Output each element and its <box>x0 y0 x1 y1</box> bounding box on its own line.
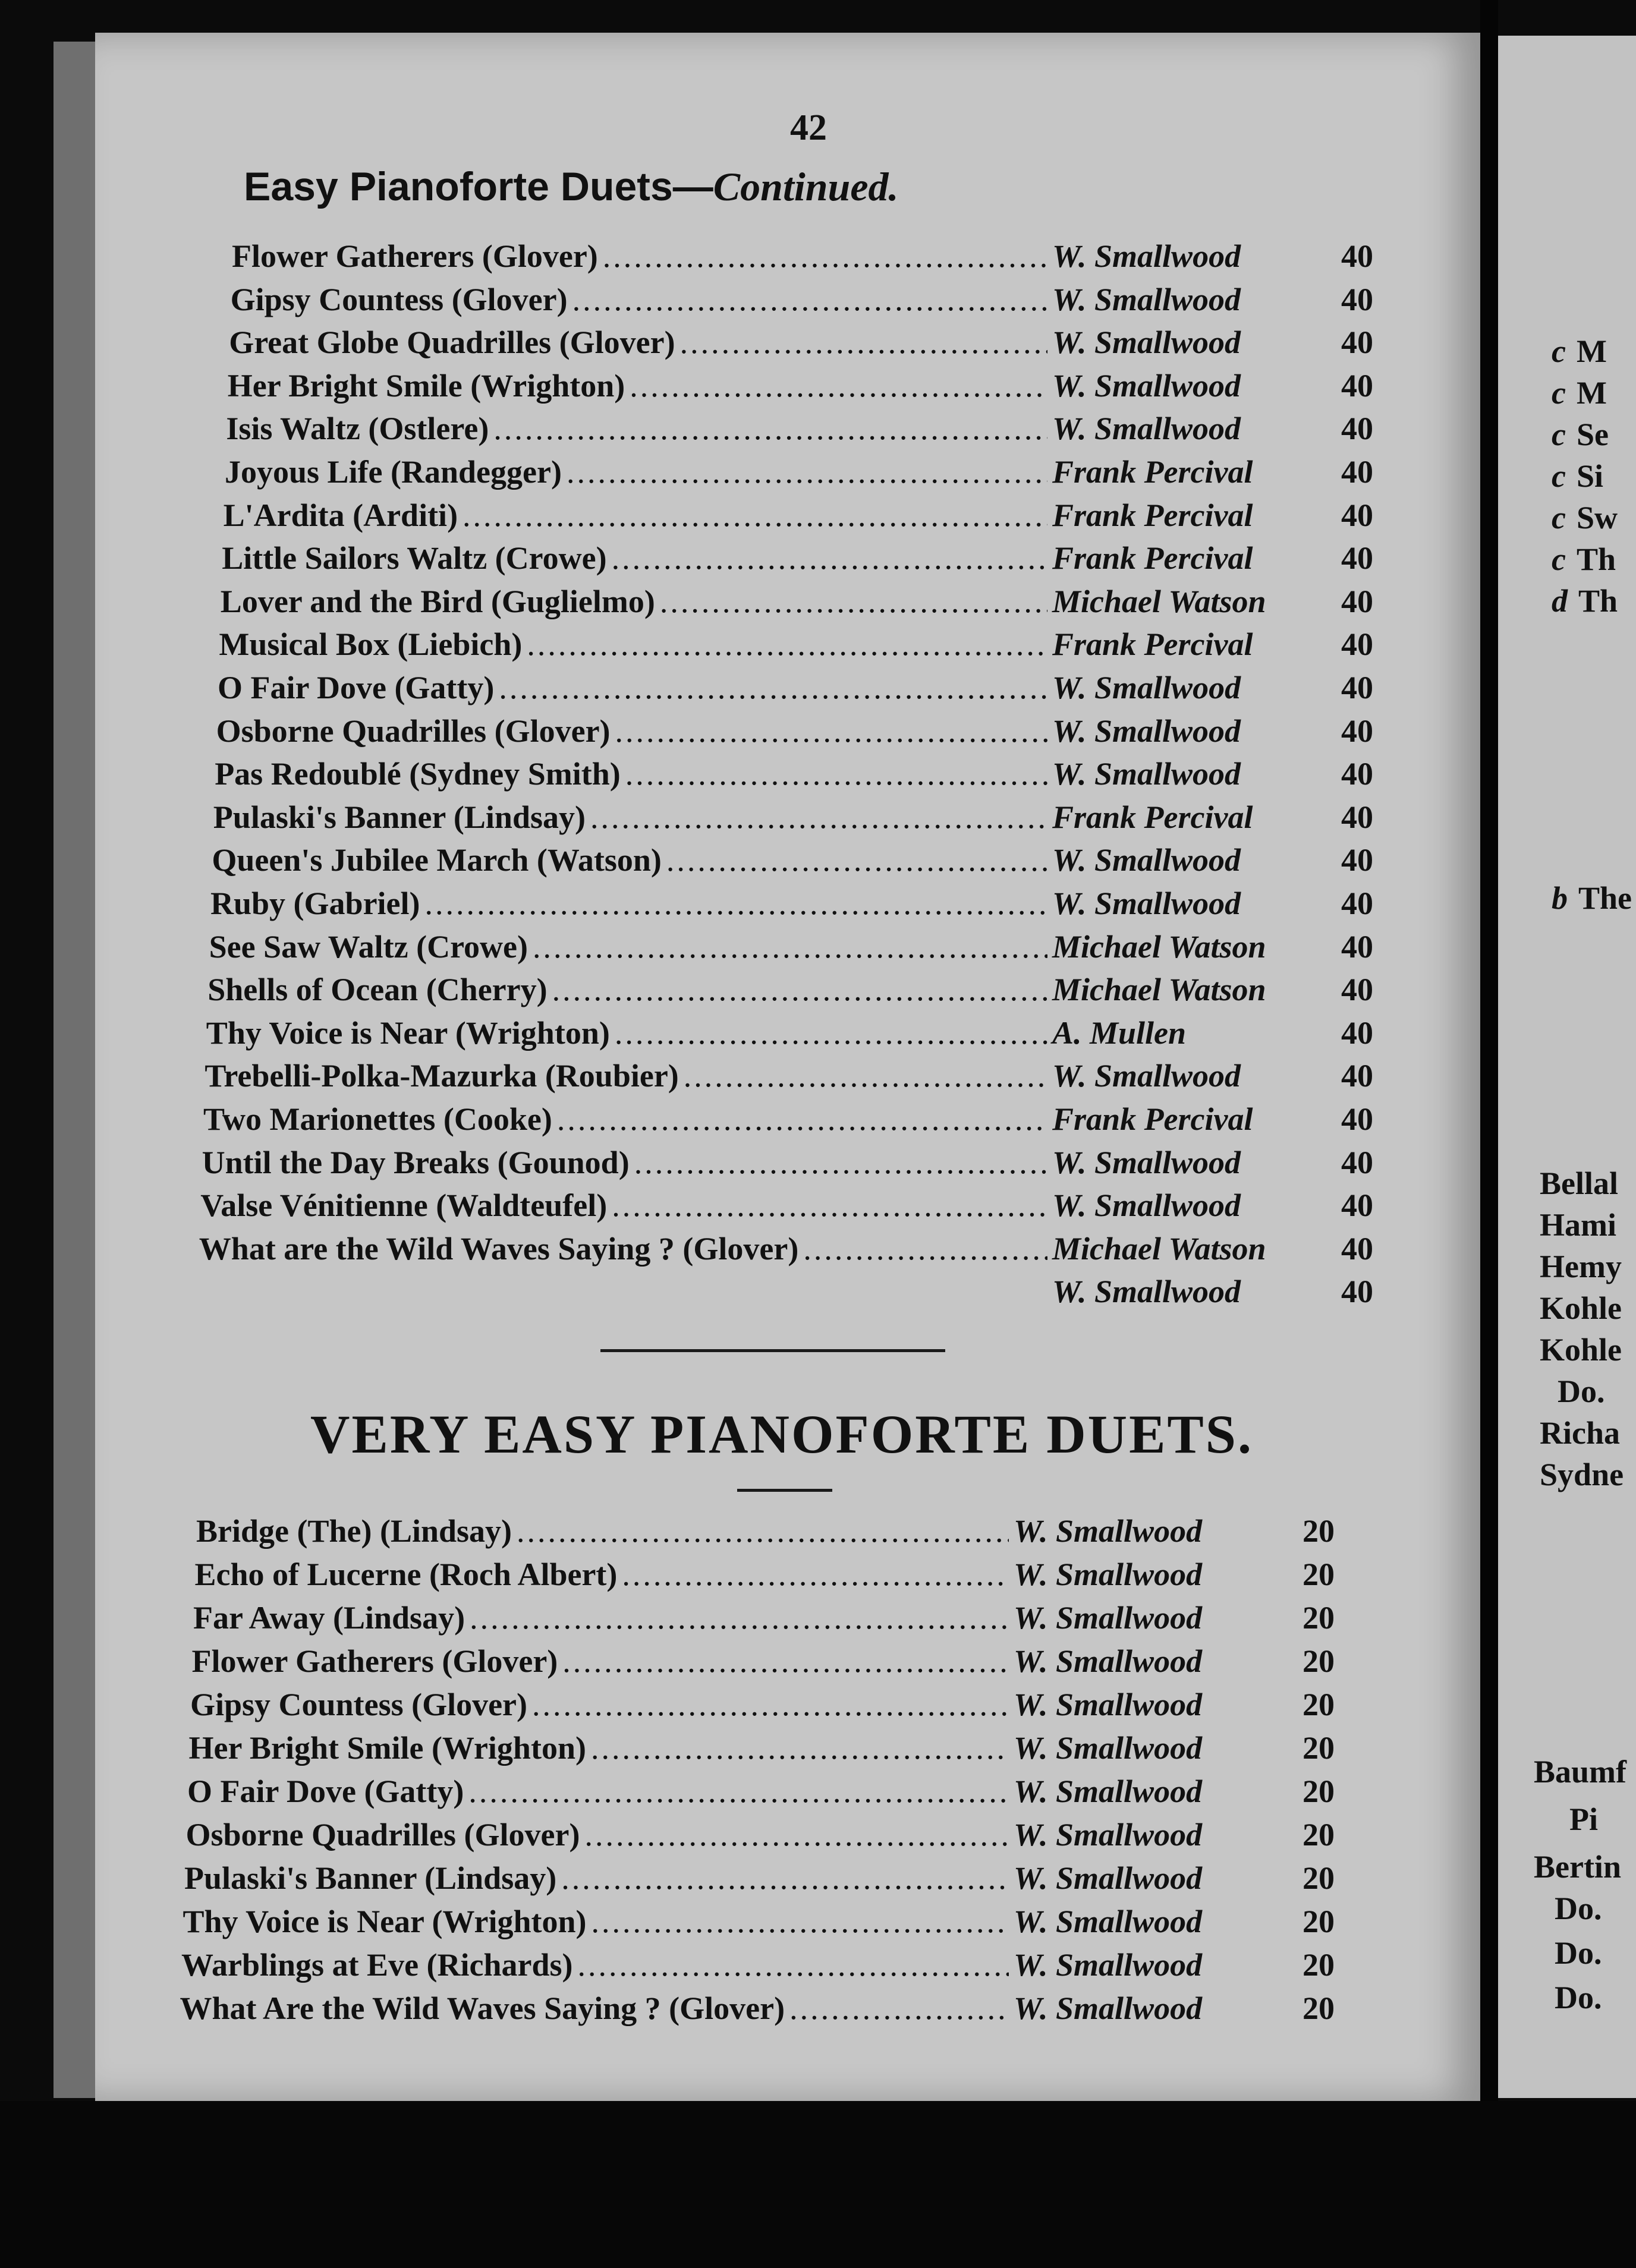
entry-price: 40 <box>1341 756 1373 792</box>
entry-arranger: Frank Percival <box>1052 497 1253 533</box>
entry-title: Pulaski's Banner (Lindsay) <box>184 1860 557 1896</box>
section-title-very-easy-duets: VERY EASY PIANOFORTE DUETS. <box>310 1404 1253 1464</box>
dot-leader <box>562 1643 1009 1680</box>
facing-page-fragment <box>1555 1935 1602 1971</box>
entry-title: Thy Voice is Near (Wrighton) <box>206 1015 610 1051</box>
entry-price: 40 <box>1341 1015 1373 1051</box>
facing-page-fragment <box>1552 416 1609 453</box>
dot-leader <box>493 410 1047 447</box>
catalog-entry <box>225 453 1373 495</box>
entry-title: Valse Vénitienne (Waldteufel) <box>200 1187 608 1224</box>
fragment-text: The <box>1578 880 1632 916</box>
entry-arranger: A. Mullen <box>1052 1015 1187 1051</box>
catalog-entry <box>181 1946 1335 1988</box>
dot-leader <box>803 1230 1047 1267</box>
entry-price: 20 <box>1302 1730 1335 1766</box>
entry-arranger: W. Smallwood <box>1052 1144 1241 1180</box>
catalog-entry <box>210 885 1373 927</box>
book-left-edge <box>54 42 95 2098</box>
entry-title: What are the Wild Waves Saying ? (Glover) <box>199 1230 799 1267</box>
entry-price: 40 <box>1341 454 1373 490</box>
entry-price: 20 <box>1302 1774 1335 1809</box>
entry-price: 40 <box>1341 367 1373 404</box>
catalog-entry <box>204 1057 1373 1099</box>
entry-arranger: W. Smallwood <box>1052 886 1241 921</box>
fragment-text: Sw <box>1576 500 1618 536</box>
fragment-text: Hami <box>1540 1207 1616 1243</box>
dot-leader <box>625 755 1047 792</box>
fragment-text: M <box>1576 333 1607 369</box>
catalog-entry <box>231 281 1373 323</box>
section-title-easy-duets <box>244 163 899 210</box>
entry-title: Flower Gatherers (Glover) <box>232 238 598 274</box>
entry-arranger: Frank Percival <box>1052 1101 1253 1137</box>
facing-page-fragment <box>1552 582 1618 619</box>
dot-leader <box>684 1057 1047 1094</box>
dot-leader <box>603 238 1047 275</box>
entry-arranger: W. Smallwood <box>1014 1557 1203 1592</box>
catalog-entry <box>229 324 1373 366</box>
entry-price: 40 <box>1341 281 1373 317</box>
facing-page-fragment <box>1555 1979 1602 2016</box>
fragment-text: Th <box>1576 541 1616 577</box>
entry-title: Gipsy Countess (Glover) <box>190 1687 527 1722</box>
catalog-entry <box>197 1273 1373 1315</box>
entry-price: 40 <box>1341 238 1373 274</box>
catalog-entry <box>196 1513 1335 1554</box>
section-divider <box>600 1349 945 1352</box>
entry-price: 20 <box>1302 1904 1335 1939</box>
entry-price: 40 <box>1341 583 1373 619</box>
dot-leader <box>615 1015 1047 1051</box>
entry-title: Little Sailors Waltz (Crowe) <box>222 540 607 577</box>
fragment-mark: c <box>1552 500 1566 536</box>
fragment-text: Bellal <box>1540 1166 1618 1201</box>
entry-title: Ruby (Gabriel) <box>210 886 420 921</box>
entry-arranger: W. Smallwood <box>1014 1643 1203 1679</box>
dot-leader <box>470 1599 1009 1636</box>
catalog-entry <box>186 1816 1335 1858</box>
entry-arranger: W. Smallwood <box>1052 367 1241 404</box>
entry-price: 40 <box>1341 497 1373 533</box>
dot-leader <box>630 367 1047 404</box>
entry-title: O Fair Dove (Gatty) <box>218 670 495 705</box>
dot-leader <box>590 799 1047 836</box>
entry-title: See Saw Waltz (Crowe) <box>209 928 528 965</box>
entry-arranger: Michael Watson <box>1052 583 1266 619</box>
entry-arranger: W. Smallwood <box>1014 1947 1203 1983</box>
dot-leader <box>666 842 1047 878</box>
fragment-text: Bertin <box>1534 1849 1621 1885</box>
entry-price: 40 <box>1341 972 1373 1008</box>
fragment-mark: b <box>1552 880 1568 916</box>
entry-title: Echo of Lucerne (Roch Albert) <box>194 1557 618 1592</box>
catalog-entry <box>212 842 1373 883</box>
entry-arranger: W. Smallwood <box>1052 1187 1241 1224</box>
entry-arranger: W. Smallwood <box>1052 756 1241 792</box>
fragment-mark: c <box>1552 417 1566 452</box>
catalog-entry <box>206 1015 1373 1056</box>
dot-leader <box>591 1730 1009 1766</box>
dot-leader <box>615 713 1047 749</box>
entry-price: 40 <box>1341 1230 1373 1267</box>
entry-arranger: W. Smallwood <box>1052 238 1241 274</box>
entry-price: 20 <box>1302 1643 1335 1679</box>
facing-page-fragment <box>1540 1331 1622 1368</box>
entry-title: Thy Voice is Near (Wrighton) <box>183 1904 587 1939</box>
catalog-entry <box>228 367 1373 409</box>
scan-background <box>0 2101 1636 2268</box>
fragment-mark: d <box>1552 583 1568 619</box>
entry-title: Isis Waltz (Ostlere) <box>226 411 489 447</box>
facing-page-fragment <box>1540 1415 1620 1451</box>
fragment-text: Sydne <box>1540 1457 1624 1492</box>
entry-title: Far Away (Lindsay) <box>193 1600 465 1636</box>
entry-price: 20 <box>1302 1817 1335 1853</box>
entry-price: 20 <box>1302 1557 1335 1592</box>
entry-price: 20 <box>1302 1990 1335 2026</box>
entry-title: Joyous Life (Randegger) <box>225 454 562 490</box>
facing-page-fragment <box>1552 333 1607 370</box>
entry-title: Warblings at Eve (Richards) <box>181 1947 573 1983</box>
entry-arranger: W. Smallwood <box>1052 842 1241 878</box>
catalog-entry <box>192 1643 1335 1684</box>
fragment-text: Do. <box>1558 1374 1605 1409</box>
dot-leader <box>463 497 1047 534</box>
fragment-mark: c <box>1552 333 1566 369</box>
catalog-entry <box>221 583 1373 625</box>
entry-price: 40 <box>1341 1058 1373 1094</box>
fragment-text: M <box>1576 375 1607 411</box>
entry-title: Until the Day Breaks (Gounod) <box>202 1144 630 1180</box>
facing-page-fragment <box>1555 1890 1602 1927</box>
entry-price: 40 <box>1341 325 1373 361</box>
entry-arranger: Michael Watson <box>1052 928 1266 965</box>
entry-title: Two Marionettes (Cooke) <box>203 1101 552 1137</box>
catalog-entry <box>199 1230 1373 1272</box>
facing-page-fragment <box>1569 1801 1598 1838</box>
entry-arranger: W. Smallwood <box>1052 1274 1241 1310</box>
entry-price: 40 <box>1341 540 1373 577</box>
entry-price: 40 <box>1341 799 1373 835</box>
catalog-entry <box>184 1860 1335 1901</box>
catalog-entry <box>224 497 1373 538</box>
entry-arranger: W. Smallwood <box>1052 411 1241 447</box>
entry-price: 40 <box>1341 713 1373 749</box>
entry-arranger: W. Smallwood <box>1014 1860 1203 1896</box>
catalog-entry <box>219 626 1373 667</box>
facing-page <box>1498 36 1636 2098</box>
entry-price: 40 <box>1341 1101 1373 1137</box>
fragment-text: Hemy <box>1540 1249 1622 1284</box>
fragment-text: Se <box>1576 417 1609 452</box>
dot-leader <box>634 1144 1047 1181</box>
entry-price: 20 <box>1302 1860 1335 1896</box>
dot-leader <box>622 1556 1009 1593</box>
fragment-mark: c <box>1552 541 1566 577</box>
entry-title: O Fair Dove (Gatty) <box>187 1774 464 1809</box>
facing-page-fragment <box>1540 1165 1618 1202</box>
section-title-continued: Continued. <box>713 164 899 209</box>
entry-arranger: W. Smallwood <box>1052 670 1241 705</box>
entry-price: 20 <box>1302 1947 1335 1983</box>
dot-leader <box>592 1903 1009 1940</box>
entry-price: 20 <box>1302 1513 1335 1549</box>
entry-title: Her Bright Smile (Wrighton) <box>227 367 625 404</box>
dot-leader <box>517 1513 1009 1549</box>
entry-arranger: W. Smallwood <box>1052 1058 1241 1094</box>
entry-title: Osborne Quadrilles (Glover) <box>185 1817 580 1853</box>
entry-title: L'Ardita (Arditi) <box>223 497 458 533</box>
dot-leader <box>527 626 1047 663</box>
entry-title: Her Bright Smile (Wrighton) <box>188 1730 586 1766</box>
facing-page-fragment <box>1552 499 1618 536</box>
entry-price: 20 <box>1302 1600 1335 1636</box>
fragment-text: Th <box>1578 583 1618 619</box>
facing-page-fragment <box>1558 1373 1605 1410</box>
entry-price: 40 <box>1341 1144 1373 1180</box>
fragment-text: Do. <box>1555 1980 1602 2015</box>
dot-leader <box>612 540 1047 577</box>
entry-title: Bridge (The) (Lindsay) <box>196 1513 512 1549</box>
facing-page-fragment <box>1534 1753 1626 1790</box>
fragment-text: Baumf <box>1534 1754 1627 1790</box>
dot-leader <box>660 583 1047 620</box>
dot-leader <box>532 1686 1009 1723</box>
catalog-entry <box>213 799 1373 840</box>
catalog-entry <box>216 713 1373 754</box>
fragment-text: Richa <box>1540 1415 1620 1451</box>
dot-leader <box>578 1946 1009 1983</box>
catalog-entry <box>226 410 1373 452</box>
fragment-text: Kohle <box>1540 1332 1622 1368</box>
dot-leader <box>567 453 1047 490</box>
entry-title: Musical Box (Liebich) <box>219 626 523 663</box>
facing-page-fragment <box>1534 1848 1621 1885</box>
book-gutter <box>1480 0 1498 2268</box>
catalog-entry <box>200 1187 1373 1228</box>
facing-page-fragment <box>1540 1207 1616 1243</box>
entry-arranger: W. Smallwood <box>1014 1730 1203 1766</box>
dot-leader <box>533 928 1047 965</box>
catalog-entry <box>190 1686 1335 1728</box>
dot-leader <box>612 1187 1047 1224</box>
catalog-entry <box>189 1730 1335 1771</box>
facing-page-fragment <box>1552 880 1632 916</box>
facing-page-fragment <box>1540 1290 1622 1327</box>
catalog-entry <box>183 1903 1335 1945</box>
dot-leader <box>552 971 1047 1008</box>
dot-leader <box>561 1860 1009 1897</box>
catalog-entry <box>209 928 1373 970</box>
catalog-entry <box>222 540 1373 581</box>
entry-title: Gipsy Countess (Glover) <box>230 281 568 317</box>
entry-arranger: W. Smallwood <box>1014 1774 1203 1809</box>
fragment-text: Pi <box>1569 1801 1598 1837</box>
entry-arranger: W. Smallwood <box>1014 1817 1203 1853</box>
entry-price: 40 <box>1341 1187 1373 1224</box>
fragment-text: Si <box>1576 458 1604 494</box>
facing-page-fragment <box>1552 458 1603 494</box>
dot-leader <box>557 1101 1047 1138</box>
entry-title: Trebelli-Polka-Mazurka (Roubier) <box>204 1058 679 1094</box>
facing-page-fragment <box>1552 541 1616 578</box>
entry-price: 40 <box>1341 670 1373 705</box>
entry-arranger: Michael Watson <box>1052 1230 1266 1267</box>
entry-title: What Are the Wild Waves Saying ? (Glover) <box>180 1990 785 2026</box>
entry-price: 20 <box>1302 1687 1335 1722</box>
entry-arranger: W. Smallwood <box>1014 1687 1203 1722</box>
entry-arranger: Frank Percival <box>1052 626 1253 663</box>
entry-arranger: W. Smallwood <box>1052 281 1241 317</box>
entry-arranger: W. Smallwood <box>1052 325 1241 361</box>
entry-arranger: Frank Percival <box>1052 799 1253 835</box>
facing-page-fragment <box>1540 1456 1624 1493</box>
entry-price: 40 <box>1341 886 1373 921</box>
fragment-text: Do. <box>1555 1935 1602 1971</box>
fragment-mark: c <box>1552 375 1566 411</box>
dot-leader <box>789 1990 1009 2027</box>
entry-price: 40 <box>1341 1274 1373 1310</box>
entry-arranger: W. Smallwood <box>1014 1990 1203 2026</box>
catalog-entry <box>232 238 1373 279</box>
dot-leader <box>572 281 1047 318</box>
entry-title: Shells of Ocean (Cherry) <box>207 972 548 1008</box>
catalog-entry <box>207 971 1373 1013</box>
dot-leader <box>468 1773 1009 1810</box>
entry-price: 40 <box>1341 411 1373 447</box>
catalog-entry <box>203 1101 1373 1142</box>
catalog-entry <box>215 755 1373 797</box>
entry-title: Lover and the Bird (Guglielmo) <box>220 583 655 619</box>
facing-page-fragment <box>1540 1248 1622 1285</box>
entry-arranger: W. Smallwood <box>1014 1600 1203 1636</box>
entry-title: Pas Redoublé (Sydney Smith) <box>215 756 621 792</box>
fragment-text: Do. <box>1555 1891 1602 1926</box>
dot-leader <box>499 669 1047 706</box>
entry-arranger: W. Smallwood <box>1052 713 1241 749</box>
entry-arranger: Frank Percival <box>1052 454 1253 490</box>
entry-title: Great Globe Quadrilles (Glover) <box>229 325 675 361</box>
catalog-entry <box>195 1556 1335 1598</box>
entry-arranger: Michael Watson <box>1052 972 1266 1008</box>
title-underline <box>737 1489 832 1492</box>
catalog-entry <box>187 1773 1335 1815</box>
catalog-entry <box>202 1144 1373 1186</box>
entry-price: 40 <box>1341 928 1373 965</box>
catalog-entry <box>180 1990 1335 2031</box>
dot-leader <box>425 885 1047 922</box>
entry-arranger: Frank Percival <box>1052 540 1253 577</box>
catalog-entry <box>193 1599 1335 1641</box>
page-number: 42 <box>790 108 827 148</box>
entry-arranger: W. Smallwood <box>1014 1513 1203 1549</box>
facing-page-fragment <box>1552 374 1607 411</box>
fragment-mark: c <box>1552 458 1566 494</box>
entry-title: Flower Gatherers (Glover) <box>191 1643 558 1679</box>
entry-arranger: W. Smallwood <box>1014 1904 1203 1939</box>
entry-price: 40 <box>1341 842 1373 878</box>
entry-title: Pulaski's Banner (Lindsay) <box>213 799 586 835</box>
entry-title: Queen's Jubilee March (Watson) <box>212 842 662 878</box>
entry-price: 40 <box>1341 626 1373 663</box>
dot-leader <box>680 324 1047 361</box>
fragment-text: Kohle <box>1540 1290 1622 1326</box>
dot-leader <box>584 1816 1009 1853</box>
section-title-text: Easy Pianoforte Duets— <box>244 164 713 209</box>
catalog-entry <box>218 669 1373 711</box>
entry-title: Osborne Quadrilles (Glover) <box>216 713 611 749</box>
